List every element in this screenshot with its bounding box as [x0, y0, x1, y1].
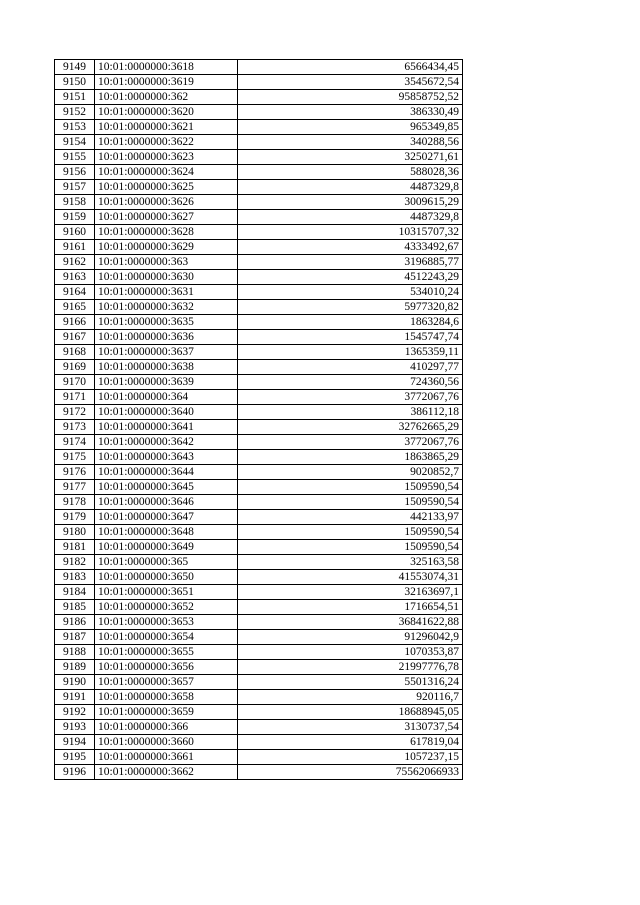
row-number-cell: 9192 [55, 705, 95, 720]
row-number-cell: 9182 [55, 555, 95, 570]
value-cell: 4487329,8 [238, 210, 463, 225]
table-row [55, 390, 463, 405]
value-cell: 36841622,88 [238, 615, 463, 630]
row-number-cell: 9177 [55, 480, 95, 495]
table-row [55, 315, 463, 330]
row-number-cell: 9151 [55, 90, 95, 105]
row-number-cell: 9175 [55, 450, 95, 465]
row-number-cell: 9193 [55, 720, 95, 735]
value-cell: 1863284,6 [238, 315, 463, 330]
value-cell: 386330,49 [238, 105, 463, 120]
table-row [55, 555, 463, 570]
cadastral-number-cell: 10:01:0000000:3619 [95, 75, 238, 90]
value-cell: 588028,36 [238, 165, 463, 180]
table-row [55, 750, 463, 765]
row-number-cell: 9184 [55, 585, 95, 600]
table-row [55, 105, 463, 120]
cadastral-number-cell: 10:01:0000000:3653 [95, 615, 238, 630]
cadastral-number-cell: 10:01:0000000:3652 [95, 600, 238, 615]
row-number-cell: 9169 [55, 360, 95, 375]
cadastral-number-cell: 10:01:0000000:3627 [95, 210, 238, 225]
table-row [55, 540, 463, 555]
cadastral-number-cell: 10:01:0000000:3628 [95, 225, 238, 240]
table-row [55, 495, 463, 510]
table-row [55, 615, 463, 630]
row-number-cell: 9158 [55, 195, 95, 210]
row-number-cell: 9150 [55, 75, 95, 90]
value-cell: 3130737,54 [238, 720, 463, 735]
row-number-cell: 9194 [55, 735, 95, 750]
value-cell: 617819,04 [238, 735, 463, 750]
row-number-cell: 9171 [55, 390, 95, 405]
cadastral-number-cell: 10:01:0000000:3635 [95, 315, 238, 330]
value-cell: 5977320,82 [238, 300, 463, 315]
row-number-cell: 9172 [55, 405, 95, 420]
row-number-cell: 9167 [55, 330, 95, 345]
value-cell: 21997776,78 [238, 660, 463, 675]
row-number-cell: 9189 [55, 660, 95, 675]
value-cell: 3772067,76 [238, 390, 463, 405]
cadastral-number-cell: 10:01:0000000:3642 [95, 435, 238, 450]
row-number-cell: 9162 [55, 255, 95, 270]
cadastral-number-cell: 10:01:0000000:3641 [95, 420, 238, 435]
cadastral-number-cell: 10:01:0000000:3659 [95, 705, 238, 720]
table-row [55, 195, 463, 210]
table-row [55, 765, 463, 780]
cadastral-number-cell: 10:01:0000000:3618 [95, 60, 238, 75]
row-number-cell: 9188 [55, 645, 95, 660]
cadastral-number-cell: 10:01:0000000:363 [95, 255, 238, 270]
row-number-cell: 9173 [55, 420, 95, 435]
table-row [55, 585, 463, 600]
cadastral-number-cell: 10:01:0000000:3632 [95, 300, 238, 315]
table-row [55, 300, 463, 315]
cadastral-number-cell: 10:01:0000000:3655 [95, 645, 238, 660]
cadastral-number-cell: 10:01:0000000:3622 [95, 135, 238, 150]
value-cell: 6566434,45 [238, 60, 463, 75]
value-cell: 41553074,31 [238, 570, 463, 585]
value-cell: 9020852,7 [238, 465, 463, 480]
row-number-cell: 9165 [55, 300, 95, 315]
cadastral-number-cell: 10:01:0000000:3658 [95, 690, 238, 705]
value-cell: 1509590,54 [238, 495, 463, 510]
value-cell: 91296042,9 [238, 630, 463, 645]
table-row [55, 525, 463, 540]
table-row [55, 690, 463, 705]
row-number-cell: 9181 [55, 540, 95, 555]
value-cell: 95858752,52 [238, 90, 463, 105]
table-row [55, 255, 463, 270]
table-row [55, 600, 463, 615]
row-number-cell: 9196 [55, 765, 95, 780]
value-cell: 1863865,29 [238, 450, 463, 465]
table-row [55, 225, 463, 240]
cadastral-number-cell: 10:01:0000000:3631 [95, 285, 238, 300]
table-row [55, 405, 463, 420]
row-number-cell: 9195 [55, 750, 95, 765]
cadastral-number-cell: 10:01:0000000:3650 [95, 570, 238, 585]
value-cell: 3009615,29 [238, 195, 463, 210]
row-number-cell: 9183 [55, 570, 95, 585]
table-row [55, 150, 463, 165]
table-row [55, 375, 463, 390]
table-row [55, 705, 463, 720]
row-number-cell: 9156 [55, 165, 95, 180]
cadastral-number-cell: 10:01:0000000:3625 [95, 180, 238, 195]
value-cell: 3545672,54 [238, 75, 463, 90]
table-row [55, 735, 463, 750]
value-cell: 3250271,61 [238, 150, 463, 165]
value-cell: 965349,85 [238, 120, 463, 135]
cadastral-number-cell: 10:01:0000000:3651 [95, 585, 238, 600]
row-number-cell: 9149 [55, 60, 95, 75]
table-row [55, 675, 463, 690]
row-number-cell: 9161 [55, 240, 95, 255]
cadastral-number-cell: 10:01:0000000:366 [95, 720, 238, 735]
cadastral-number-cell: 10:01:0000000:3645 [95, 480, 238, 495]
table-row [55, 570, 463, 585]
value-cell: 3196885,77 [238, 255, 463, 270]
cadastral-number-cell: 10:01:0000000:3620 [95, 105, 238, 120]
table-row [55, 210, 463, 225]
cadastral-number-cell: 10:01:0000000:3624 [95, 165, 238, 180]
cadastral-number-cell: 10:01:0000000:3661 [95, 750, 238, 765]
cadastral-number-cell: 10:01:0000000:3640 [95, 405, 238, 420]
cadastral-number-cell: 10:01:0000000:3647 [95, 510, 238, 525]
cadastral-number-cell: 10:01:0000000:3648 [95, 525, 238, 540]
table-row [55, 420, 463, 435]
row-number-cell: 9164 [55, 285, 95, 300]
row-number-cell: 9178 [55, 495, 95, 510]
cadastral-number-cell: 10:01:0000000:3649 [95, 540, 238, 555]
cadastral-number-cell: 10:01:0000000:3637 [95, 345, 238, 360]
row-number-cell: 9191 [55, 690, 95, 705]
row-number-cell: 9187 [55, 630, 95, 645]
table-row [55, 645, 463, 660]
table-row [55, 120, 463, 135]
value-cell: 1716654,51 [238, 600, 463, 615]
row-number-cell: 9186 [55, 615, 95, 630]
cadastral-number-cell: 10:01:0000000:3638 [95, 360, 238, 375]
row-number-cell: 9155 [55, 150, 95, 165]
table-row [55, 720, 463, 735]
value-cell: 1070353,87 [238, 645, 463, 660]
value-cell: 534010,24 [238, 285, 463, 300]
cadastral-number-cell: 10:01:0000000:364 [95, 390, 238, 405]
value-cell: 75562066933 [238, 765, 463, 780]
row-number-cell: 9180 [55, 525, 95, 540]
cadastral-number-cell: 10:01:0000000:3626 [95, 195, 238, 210]
cadastral-number-cell: 10:01:0000000:3646 [95, 495, 238, 510]
cadastral-number-cell: 10:01:0000000:362 [95, 90, 238, 105]
value-cell: 1545747,74 [238, 330, 463, 345]
table-row [55, 510, 463, 525]
row-number-cell: 9170 [55, 375, 95, 390]
row-number-cell: 9154 [55, 135, 95, 150]
table-row [55, 285, 463, 300]
row-number-cell: 9176 [55, 465, 95, 480]
value-cell: 3772067,76 [238, 435, 463, 450]
value-cell: 410297,77 [238, 360, 463, 375]
cadastral-number-cell: 10:01:0000000:3639 [95, 375, 238, 390]
cadastral-number-cell: 10:01:0000000:3660 [95, 735, 238, 750]
value-cell: 340288,56 [238, 135, 463, 150]
table-row [55, 90, 463, 105]
value-cell: 4512243,29 [238, 270, 463, 285]
value-cell: 325163,58 [238, 555, 463, 570]
row-number-cell: 9153 [55, 120, 95, 135]
table-row [55, 360, 463, 375]
row-number-cell: 9179 [55, 510, 95, 525]
cadastral-number-cell: 10:01:0000000:3621 [95, 120, 238, 135]
row-number-cell: 9160 [55, 225, 95, 240]
cadastral-number-cell: 10:01:0000000:3644 [95, 465, 238, 480]
value-cell: 1509590,54 [238, 480, 463, 495]
cadastral-number-cell: 10:01:0000000:365 [95, 555, 238, 570]
value-cell: 1365359,11 [238, 345, 463, 360]
row-number-cell: 9190 [55, 675, 95, 690]
row-number-cell: 9159 [55, 210, 95, 225]
cadastral-number-cell: 10:01:0000000:3623 [95, 150, 238, 165]
table-row [55, 330, 463, 345]
table-row [55, 75, 463, 90]
value-cell: 1509590,54 [238, 525, 463, 540]
value-cell: 5501316,24 [238, 675, 463, 690]
table-row [55, 60, 463, 75]
table-row [55, 345, 463, 360]
row-number-cell: 9157 [55, 180, 95, 195]
cadastral-number-cell: 10:01:0000000:3662 [95, 765, 238, 780]
table-row [55, 660, 463, 675]
value-cell: 920116,7 [238, 690, 463, 705]
table-row [55, 450, 463, 465]
row-number-cell: 9152 [55, 105, 95, 120]
cadastral-number-cell: 10:01:0000000:3643 [95, 450, 238, 465]
row-number-cell: 9166 [55, 315, 95, 330]
value-cell: 4333492,67 [238, 240, 463, 255]
value-cell: 32762665,29 [238, 420, 463, 435]
table-row [55, 180, 463, 195]
table-row [55, 435, 463, 450]
value-cell: 386112,18 [238, 405, 463, 420]
value-cell: 1057237,15 [238, 750, 463, 765]
value-cell: 10315707,32 [238, 225, 463, 240]
table-row [55, 240, 463, 255]
cadastral-number-cell: 10:01:0000000:3629 [95, 240, 238, 255]
table-row [55, 630, 463, 645]
value-cell: 18688945,05 [238, 705, 463, 720]
cadastral-number-cell: 10:01:0000000:3654 [95, 630, 238, 645]
table-body [55, 60, 463, 780]
cadastral-number-cell: 10:01:0000000:3630 [95, 270, 238, 285]
row-number-cell: 9163 [55, 270, 95, 285]
table-row [55, 465, 463, 480]
row-number-cell: 9174 [55, 435, 95, 450]
cadastral-number-cell: 10:01:0000000:3656 [95, 660, 238, 675]
table-row [55, 165, 463, 180]
table-row [55, 135, 463, 150]
cadastral-number-cell: 10:01:0000000:3636 [95, 330, 238, 345]
row-number-cell: 9168 [55, 345, 95, 360]
value-cell: 1509590,54 [238, 540, 463, 555]
value-cell: 4487329,8 [238, 180, 463, 195]
table-row [55, 270, 463, 285]
row-number-cell: 9185 [55, 600, 95, 615]
cadastral-number-cell: 10:01:0000000:3657 [95, 675, 238, 690]
cadastral-value-table [54, 59, 463, 780]
table-row [55, 480, 463, 495]
value-cell: 724360,56 [238, 375, 463, 390]
value-cell: 442133,97 [238, 510, 463, 525]
value-cell: 32163697,1 [238, 585, 463, 600]
